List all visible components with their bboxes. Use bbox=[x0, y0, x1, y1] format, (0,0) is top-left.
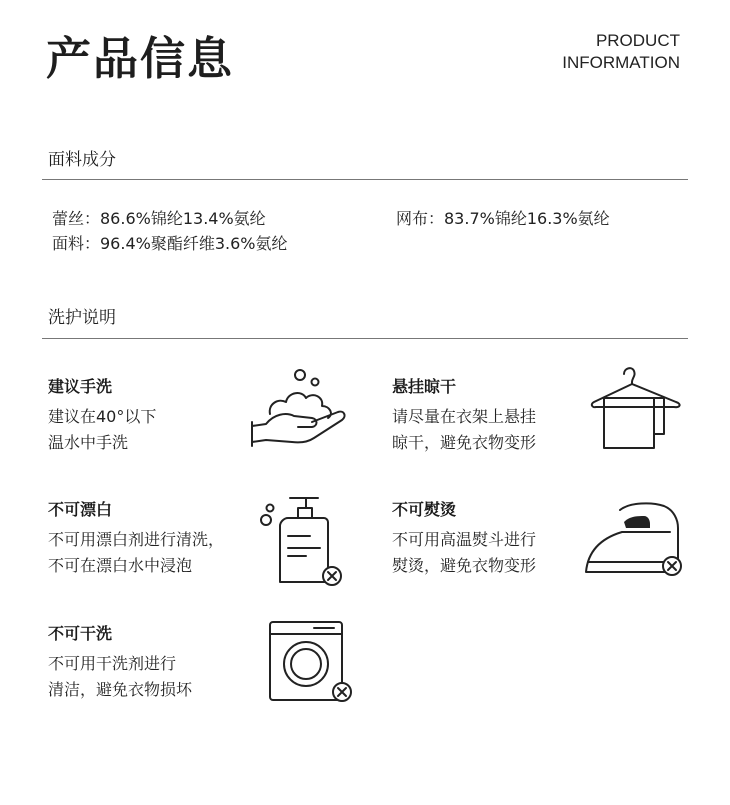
care-title-no-bleach: 不可漂白 bbox=[48, 500, 113, 519]
hand-wash-icon bbox=[248, 366, 350, 456]
fabric-heading: 面料成分 bbox=[48, 150, 116, 170]
hang-dry-icon bbox=[588, 364, 684, 456]
fabric-item-main: 面料：96.4%聚酯纤维3.6%氨纶 bbox=[52, 234, 288, 253]
english-title-line2: INFORMATION bbox=[562, 53, 680, 72]
english-title bbox=[562, 30, 680, 74]
care-title-hang-dry: 悬挂晾干 bbox=[392, 377, 457, 396]
no-bleach-icon bbox=[258, 490, 348, 592]
care-desc-hang-dry: 请尽量在衣架上悬挂 晾干，避免衣物变形 bbox=[392, 407, 537, 452]
page-title: 产品信息 bbox=[46, 32, 235, 85]
fabric-item-lace: 蕾丝：86.6%锦纶13.4%氨纶 bbox=[52, 209, 266, 228]
fabric-item-mesh: 网布：83.7%锦纶16.3%氨纶 bbox=[396, 209, 610, 228]
english-title-line1: PRODUCT bbox=[595, 31, 680, 50]
care-desc-no-iron: 不可用高温熨斗进行 熨烫，避免衣物变形 bbox=[392, 530, 537, 575]
care-title-no-iron: 不可熨烫 bbox=[392, 500, 457, 519]
care-desc-hand-wash: 建议在40°以下 温水中手洗 bbox=[48, 407, 157, 452]
care-title-no-dry-clean: 不可干洗 bbox=[48, 624, 113, 643]
no-iron-icon bbox=[584, 498, 686, 586]
care-heading: 洗护说明 bbox=[48, 308, 116, 328]
care-title-hand-wash: 建议手洗 bbox=[48, 377, 113, 396]
care-desc-no-dry-clean: 不可用干洗剂进行 清洁，避免衣物损坏 bbox=[48, 654, 193, 699]
fabric-divider bbox=[42, 179, 688, 180]
care-desc-no-bleach: 不可用漂白剂进行清洗， 不可在漂白水中浸泡 bbox=[48, 530, 225, 575]
no-dry-clean-icon bbox=[266, 618, 358, 710]
care-divider bbox=[42, 338, 688, 339]
